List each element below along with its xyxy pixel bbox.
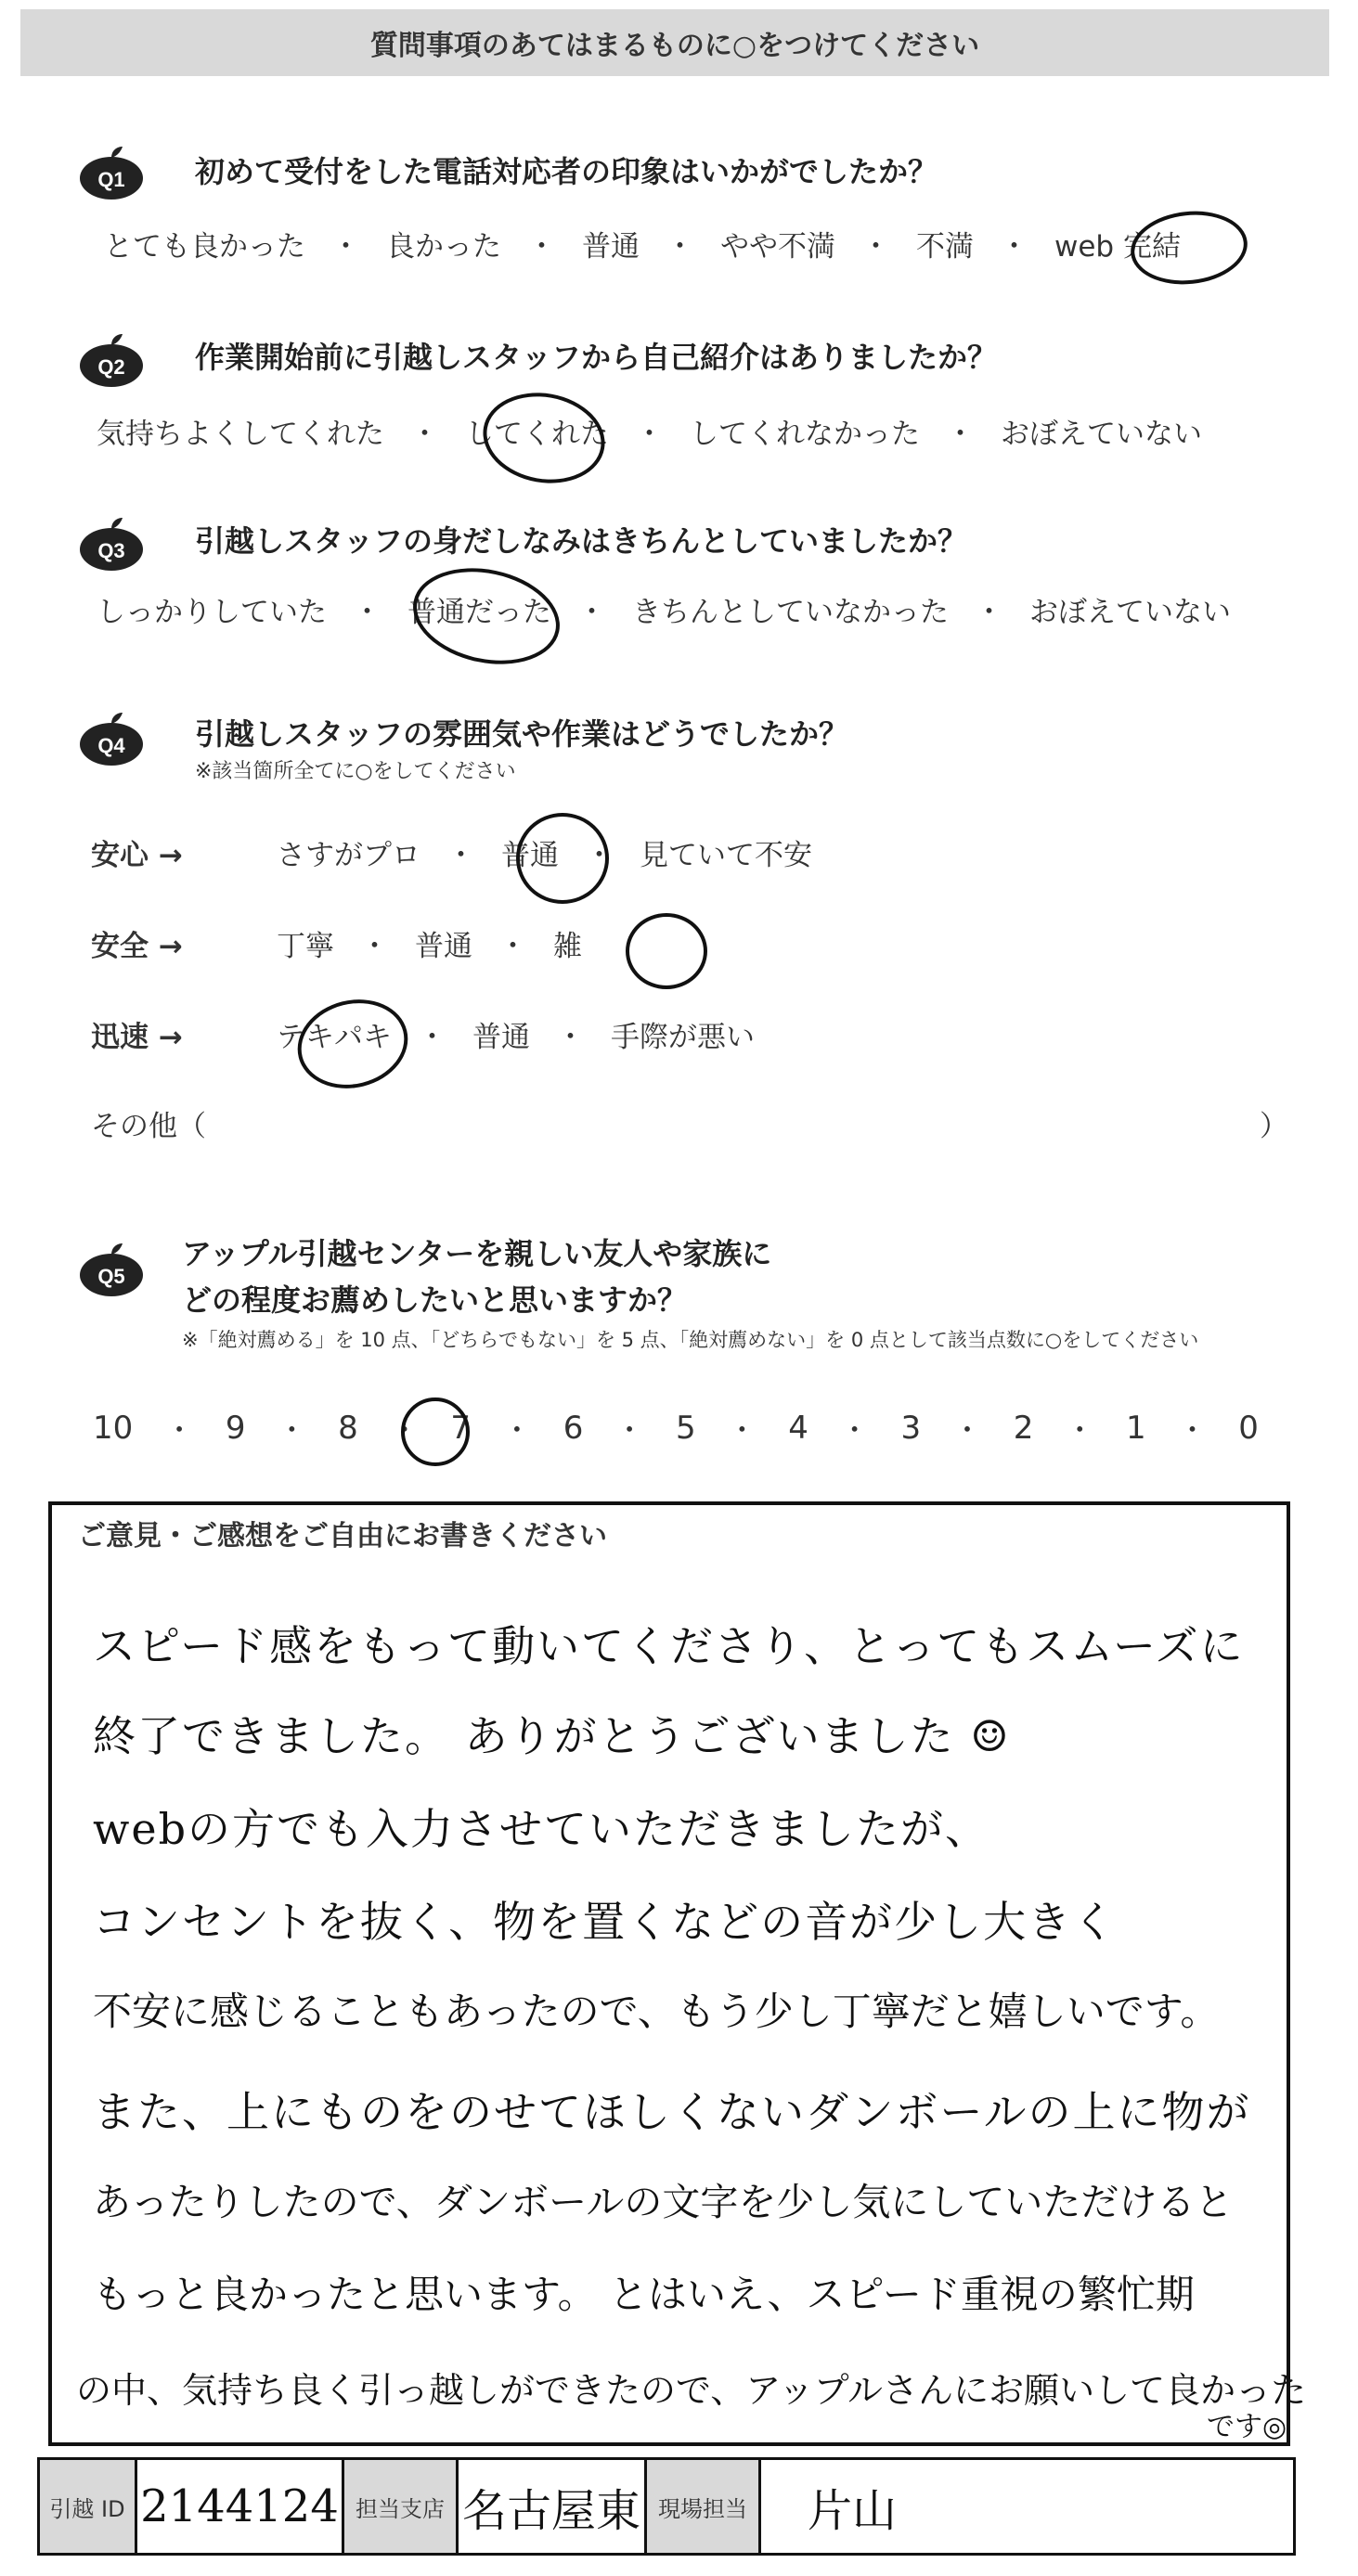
comment-line: スピード感をもって動いてくださり、とってもスムーズに	[93, 1621, 1245, 1671]
q5-score-10[interactable]: 10	[93, 1409, 134, 1447]
branch-value: 名古屋東	[459, 2460, 647, 2553]
comment-line: あったりしたので、ダンボールの文字を少し気にしていただけると	[93, 2180, 1234, 2224]
q5-score-0[interactable]: 0	[1238, 1409, 1259, 1447]
staff-label: 現場担当	[647, 2460, 761, 2553]
q2-apple-icon	[76, 332, 147, 388]
comment-line: 不安に感じることもあったので、もう少し丁寧だと嬉しいです。	[93, 1989, 1220, 2034]
q4-apple-icon	[76, 711, 147, 766]
comments-title: ご意見・ご感想をご自由にお書きください	[78, 1520, 607, 1552]
q1-option-good[interactable]: 良かった	[386, 230, 501, 264]
q4-row-reassurance: 安心 → さすがプロ ・ 普通 ・ 見ていて不安	[91, 831, 812, 873]
q1-handwritten-circle	[1127, 206, 1250, 290]
form-header	[20, 9, 1329, 76]
q4-option-normal[interactable]: 普通	[472, 1021, 530, 1054]
q4-option-normal[interactable]: 普通	[501, 839, 559, 872]
q4-option-careful[interactable]: 丁寧	[277, 930, 334, 963]
q4-row-label: 安心 →	[91, 839, 183, 872]
comment-line: の中、気持ち良く引っ越しができたので、アップルさんにお願いして良かった	[76, 2370, 1307, 2411]
q3-option-normal[interactable]: 普通だった	[407, 596, 551, 629]
comment-line: また、上にものをのせてほしくないダンボールの上に物が	[93, 2087, 1251, 2137]
q5-score-6[interactable]: 6	[563, 1409, 584, 1447]
header-title: 質問事項のあてはまるものに○をつけてください	[369, 30, 980, 62]
q1-option-very-good[interactable]: とても良かった	[104, 230, 305, 264]
q5-score-1[interactable]: 1	[1126, 1409, 1146, 1447]
q5-note: ※「絶対薦める」を 10 点、「どちらでもない」を 5 点、「絶対薦めない」を 0 点として該当点数に○をしてください	[182, 1329, 1199, 1351]
q4-row-label: 安全 →	[91, 930, 183, 963]
q2-icon-label: Q2	[97, 355, 125, 379]
q5-score-7[interactable]: 7	[450, 1409, 472, 1447]
q4-option-uneasy[interactable]: 見ていて不安	[640, 839, 812, 872]
q4-safety-circle	[626, 913, 707, 989]
q4-icon-label: Q4	[97, 734, 125, 757]
q5-score-5[interactable]: 5	[675, 1409, 696, 1447]
q1-option-web[interactable]: web 完結	[1054, 230, 1181, 264]
q1-title: 初めて受付をした電話対応者の印象はいかがでしたか？	[195, 154, 938, 189]
q3-option-not-neat[interactable]: きちんとしていなかった	[632, 596, 949, 629]
q4-row-speed: 迅速 → テキパキ ・ 普通 ・ 手際が悪い	[91, 1013, 755, 1055]
q4-title: 引越しスタッフの雰囲気や作業はどうでしたか？	[195, 716, 849, 752]
q1-options: とても良かった ・ 良かった ・ 普通 ・ やや不満 ・ 不満 ・ web 完結	[104, 223, 1181, 264]
q4-option-clumsy[interactable]: 手際が悪い	[611, 1021, 755, 1054]
q1-option-somewhat-unsatisfied[interactable]: やや不満	[720, 230, 835, 264]
staff-value: 片山	[808, 2484, 898, 2537]
q4-option-pro[interactable]: さすがプロ	[277, 839, 420, 872]
q2-options: 気持ちよくしてくれた ・ してくれた ・ してくれなかった ・ おぼえていない	[97, 410, 1202, 452]
q5-selected-circle	[401, 1397, 470, 1466]
q3-option-neat[interactable]: しっかりしていた	[97, 596, 327, 629]
comment-line: 終了できました。 ありがとうございました ☺	[93, 1711, 1011, 1761]
q2-handwritten-circle	[476, 383, 613, 492]
q5-score-9[interactable]: 9	[225, 1409, 246, 1447]
q2-title: 作業開始前に引越しスタッフから自己紹介はありましたか？	[195, 340, 998, 375]
comment-line: webの方でも入力させていただきましたが、	[93, 1804, 990, 1854]
q5-score-3[interactable]: 3	[900, 1409, 922, 1447]
q4-option-efficient[interactable]: テキパキ	[277, 1021, 392, 1054]
q4-option-normal[interactable]: 普通	[415, 930, 472, 963]
q5-title-line1: アップル引越センターを親しい友人や家族に	[182, 1236, 772, 1271]
q3-handwritten-circle	[404, 555, 568, 676]
q5-icon-label: Q5	[97, 1265, 125, 1288]
q2-option-did[interactable]: してくれた	[465, 418, 609, 451]
q3-option-dont-remember[interactable]: おぼえていない	[1029, 596, 1231, 629]
q1-option-normal[interactable]: 普通	[582, 230, 640, 264]
q5-title-line2: どの程度お薦めしたいと思いますか？	[182, 1282, 688, 1318]
q3-apple-icon	[76, 516, 147, 572]
q5-score-4[interactable]: 4	[788, 1409, 808, 1447]
q4-note: ※該当箇所全てに○をしてください	[195, 760, 516, 783]
q2-option-did-not[interactable]: してくれなかった	[690, 418, 920, 451]
comment-line: です◎	[1207, 2411, 1287, 2443]
q4-speed-circle	[288, 988, 417, 1100]
q3-title: 引越しスタッフの身だしなみはきちんとしていましたか？	[195, 523, 968, 559]
q4-reassurance-circle	[516, 813, 609, 904]
q4-row-safety: 安全 → 丁寧 ・ 普通 ・ 雑	[91, 922, 582, 964]
q5-scale: 10 ・ 9 ・ 8 ・ 7 ・ 6 ・ 5 ・ 4 ・ 3 ・ 2 ・ 1 ・ 0	[93, 1409, 1259, 1448]
q5-apple-icon	[76, 1242, 147, 1297]
q3-options: しっかりしていた ・ 普通だった ・ きちんとしていなかった ・ おぼえていない	[97, 588, 1231, 630]
q3-icon-label: Q3	[97, 539, 125, 562]
q5-score-8[interactable]: 8	[338, 1409, 358, 1447]
q1-option-unsatisfied[interactable]: 不満	[916, 230, 974, 264]
comment-line: コンセントを抜く、物を置くなどの音が少し大きく	[93, 1897, 1118, 1947]
comment-line: もっと良かったと思います。 とはいえ、スピード重視の繁忙期	[93, 2272, 1195, 2317]
q4-other-close: ）	[1260, 1110, 1288, 1143]
q4-option-rough[interactable]: 雑	[553, 930, 582, 963]
q5-score-2[interactable]: 2	[1013, 1409, 1034, 1447]
q4-other-field[interactable]	[91, 1102, 1288, 1144]
q2-option-pleasantly[interactable]: 気持ちよくしてくれた	[97, 418, 384, 451]
q2-option-dont-remember[interactable]: おぼえていない	[1001, 418, 1202, 451]
footer-table	[37, 2457, 1296, 2556]
move-id-value: 2144124	[137, 2460, 344, 2553]
branch-label: 担当支店	[344, 2460, 459, 2553]
q1-icon-label: Q1	[97, 168, 125, 191]
q4-row-label: 迅速 →	[91, 1021, 183, 1054]
q4-other-label: その他（	[91, 1110, 206, 1143]
q1-apple-icon	[76, 145, 147, 200]
move-id-label: 引越 ID	[40, 2460, 137, 2553]
